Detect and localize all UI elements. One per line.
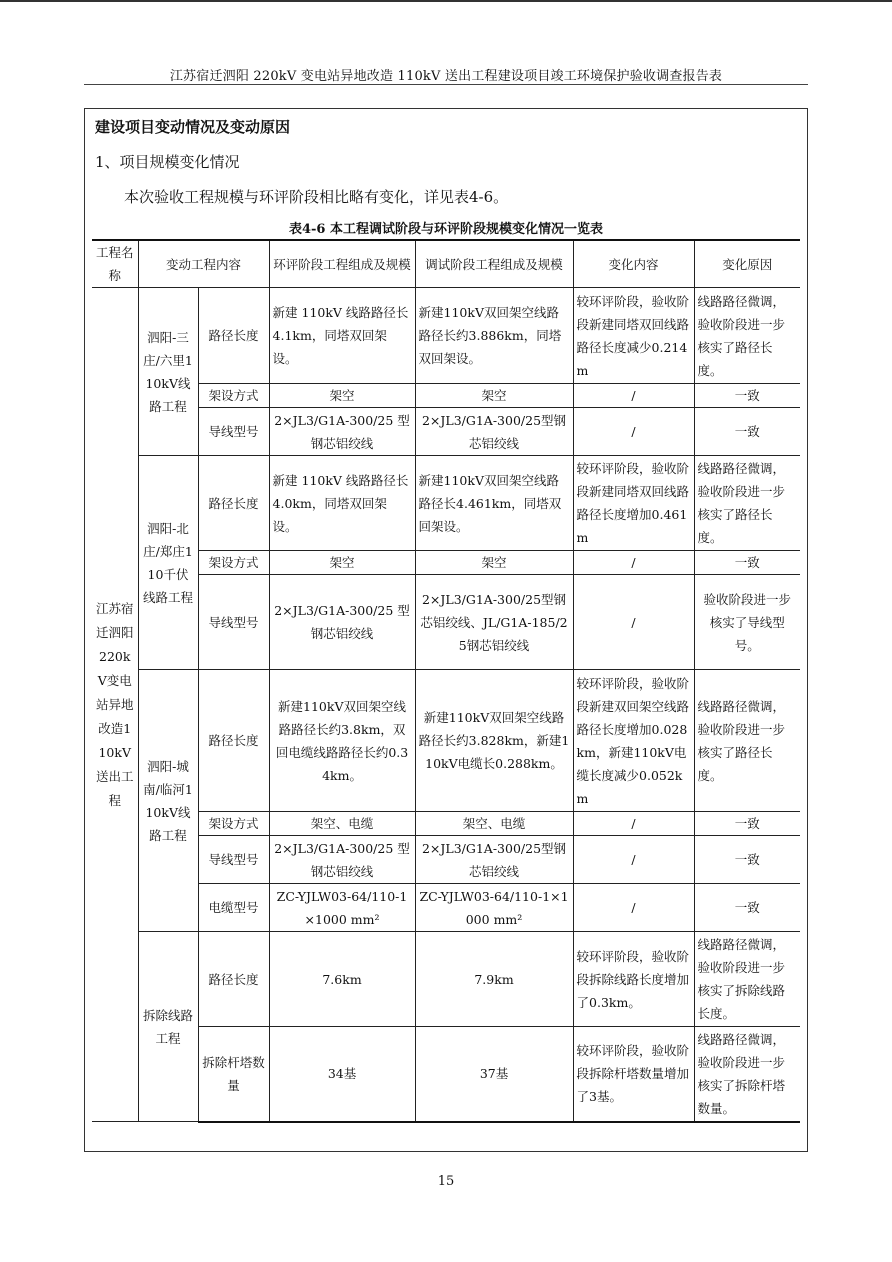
table-row: [92, 551, 800, 575]
table-row: [92, 932, 800, 1027]
eia-cell: 新建 110kV 线路路径长 4.1km，同塔双回架设。: [269, 288, 415, 384]
project-name-cell: 江苏宿迁泗阳220kV变电站异地改造110kV送出工程: [92, 288, 138, 1122]
trial-cell: 新建110kV双回架空线路路径长4.461km，同塔双回架设。: [415, 456, 573, 551]
eia-cell: 架空: [269, 384, 415, 408]
change-cell: /: [573, 836, 694, 884]
item-cell: 路径长度: [198, 456, 269, 551]
eia-cell: 架空: [269, 551, 415, 575]
trial-cell: ZC-YJLW03-64/110-1×1000 mm²: [415, 884, 573, 932]
table-row: [92, 836, 800, 884]
eia-cell: 新建110kV双回架空线路路径长约3.8km，双回电缆线路路径长约0.34km。: [269, 670, 415, 812]
page-number: 15: [437, 1174, 455, 1189]
header-change: 变化内容: [573, 240, 694, 288]
reason-cell: 线路路径微调，验收阶段进一步核实了拆除线路长度。: [694, 932, 800, 1027]
trial-cell: 架空、电缆: [415, 812, 573, 836]
document-header: 江苏宿迁泗阳 220kV 变电站异地改造 110kV 送出工程建设项目竣工环境保护验收调查报告表: [169, 69, 723, 84]
section-title: 建设项目变动情况及变动原因: [95, 118, 291, 136]
reason-cell: 一致: [694, 551, 800, 575]
header-change-content: 变动工程内容: [138, 240, 269, 288]
reason-cell: 验收阶段进一步核实了导线型号。: [694, 575, 800, 670]
item-cell: 路径长度: [198, 932, 269, 1027]
scale-change-table: [92, 239, 800, 1123]
item-cell: 路径长度: [198, 670, 269, 812]
table-row: [92, 384, 800, 408]
eia-cell: 7.6km: [269, 932, 415, 1027]
trial-cell: 2×JL3/G1A-300/25型钢芯铝绞线: [415, 408, 573, 456]
item-cell: 导线型号: [198, 836, 269, 884]
trial-cell: 架空: [415, 384, 573, 408]
eia-cell: 34基: [269, 1027, 415, 1122]
trial-cell: 37基: [415, 1027, 573, 1122]
top-edge-rule: [0, 0, 892, 2]
change-cell: /: [573, 384, 694, 408]
header-eia-stage: 环评阶段工程组成及规模: [269, 240, 415, 288]
item-cell: 架设方式: [198, 551, 269, 575]
eia-cell: 2×JL3/G1A-300/25 型钢芯铝绞线: [269, 575, 415, 670]
trial-cell: 新建110kV双回架空线路路径长约3.886km，同塔双回架设。: [415, 288, 573, 384]
reason-cell: 线路路径微调，验收阶段进一步核实了拆除杆塔数量。: [694, 1027, 800, 1122]
table-row: [92, 1027, 800, 1122]
eia-cell: 架空、电缆: [269, 812, 415, 836]
item-cell: 架设方式: [198, 384, 269, 408]
table-row: [92, 456, 800, 551]
change-cell: 较环评阶段，验收阶段新建同塔双回线路路径长度减少0.214m: [573, 288, 694, 384]
item-cell: 路径长度: [198, 288, 269, 384]
trial-cell: 2×JL3/G1A-300/25型钢芯铝绞线: [415, 836, 573, 884]
reason-cell: 线路路径微调，验收阶段进一步核实了路径长度。: [694, 670, 800, 812]
reason-cell: 线路路径微调，验收阶段进一步核实了路径长度。: [694, 288, 800, 384]
eia-cell: ZC-YJLW03-64/110-1×1000 mm²: [269, 884, 415, 932]
header-trial-stage: 调试阶段工程组成及规模: [415, 240, 573, 288]
trial-cell: 2×JL3/G1A-300/25型钢芯铝绞线、JL/G1A-185/25钢芯铝绞线: [415, 575, 573, 670]
reason-cell: 线路路径微调，验收阶段进一步核实了路径长度。: [694, 456, 800, 551]
table-row: [92, 884, 800, 932]
table-row: [92, 408, 800, 456]
header-rule: [84, 84, 808, 85]
item-cell: 电缆型号: [198, 884, 269, 932]
table-row: [92, 288, 800, 384]
change-cell: 较环评阶段，验收阶段新建双回架空线路路径长度增加0.028km，新建110kV电缆长度减少0.052km: [573, 670, 694, 812]
header-reason: 变化原因: [694, 240, 800, 288]
item-cell: 导线型号: [198, 575, 269, 670]
table-row: [92, 670, 800, 812]
group-name-cell: 泗阳-城南/临河110kV线路工程: [138, 670, 198, 932]
eia-cell: 2×JL3/G1A-300/25 型钢芯铝绞线: [269, 408, 415, 456]
reason-cell: 一致: [694, 884, 800, 932]
change-cell: 较环评阶段，验收阶段拆除线路长度增加了0.3km。: [573, 932, 694, 1027]
trial-cell: 7.9km: [415, 932, 573, 1027]
change-cell: 较环评阶段，验收阶段拆除杆塔数量增加了3基。: [573, 1027, 694, 1122]
reason-cell: 一致: [694, 384, 800, 408]
group-name-cell: 泗阳-北庄/郑庄110千伏线路工程: [138, 456, 198, 670]
item-cell: 架设方式: [198, 812, 269, 836]
reason-cell: 一致: [694, 836, 800, 884]
table-caption: 表4-6 本工程调试阶段与环评阶段规模变化情况一览表: [288, 222, 603, 237]
change-cell: 较环评阶段，验收阶段新建同塔双回线路路径长度增加0.461m: [573, 456, 694, 551]
change-cell: /: [573, 884, 694, 932]
change-cell: /: [573, 812, 694, 836]
change-cell: /: [573, 551, 694, 575]
eia-cell: 2×JL3/G1A-300/25 型钢芯铝绞线: [269, 836, 415, 884]
table-header-row: [92, 240, 800, 288]
group-name-cell: 拆除线路工程: [138, 932, 198, 1122]
reason-cell: 一致: [694, 812, 800, 836]
group-name-cell: 泗阳-三庄/六里110kV线路工程: [138, 288, 198, 456]
eia-cell: 新建 110kV 线路路径长 4.0km，同塔双回架设。: [269, 456, 415, 551]
section-subtitle: 1、项目规模变化情况: [95, 153, 240, 171]
change-cell: /: [573, 575, 694, 670]
table-row: [92, 575, 800, 670]
trial-cell: 架空: [415, 551, 573, 575]
header-project-name: 工程名称: [92, 240, 138, 288]
reason-cell: 一致: [694, 408, 800, 456]
item-cell: 导线型号: [198, 408, 269, 456]
trial-cell: 新建110kV双回架空线路路径长约3.828km，新建110kV电缆长0.288km。: [415, 670, 573, 812]
item-cell: 拆除杆塔数量: [198, 1027, 269, 1122]
change-cell: /: [573, 408, 694, 456]
table-row: [92, 812, 800, 836]
intro-paragraph: 本次验收工程规模与环评阶段相比略有变化，详见表4-6。: [124, 188, 509, 206]
